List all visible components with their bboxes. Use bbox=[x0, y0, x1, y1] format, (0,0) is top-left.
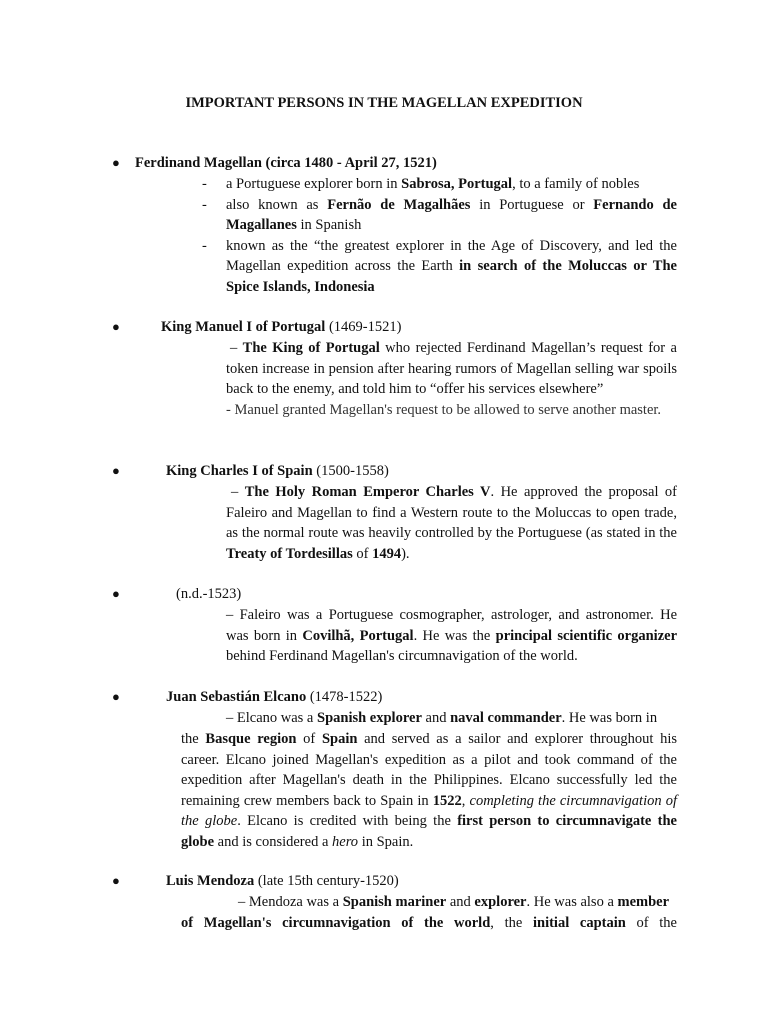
italic-text: hero bbox=[332, 833, 359, 850]
bold-text: Fernando de Magallanes bbox=[226, 196, 677, 234]
dash-marker: - bbox=[202, 176, 207, 192]
bold-text: Spanish mariner bbox=[342, 894, 447, 910]
text: ). bbox=[401, 545, 410, 562]
elcano-first-line bbox=[226, 708, 657, 729]
text: , bbox=[461, 792, 470, 809]
text: . He was born in bbox=[561, 710, 658, 726]
person-dates: (1469-1521) bbox=[325, 319, 402, 335]
faleiro-paragraph bbox=[226, 605, 677, 667]
manuel-paragraph-1 bbox=[226, 338, 677, 400]
text: – Mendoza was a bbox=[238, 894, 343, 910]
bullet-magellan: ● bbox=[112, 155, 120, 170]
text: , the bbox=[490, 915, 533, 931]
person-name-magellan: Ferdinand Magellan (circa 1480 - April 27, 1521) bbox=[135, 155, 437, 171]
magellan-details bbox=[202, 174, 677, 298]
person-heading-mendoza bbox=[166, 871, 399, 892]
bold-text: principal scientific organizer bbox=[495, 627, 678, 644]
charles-details bbox=[226, 482, 677, 564]
bold-text: Basque region bbox=[205, 731, 297, 747]
person-dates: (late 15th century-1520) bbox=[254, 873, 399, 889]
faleiro-details bbox=[226, 605, 677, 667]
text: and bbox=[421, 710, 451, 726]
mendoza-first-line bbox=[238, 892, 669, 913]
bold-text: initial captain bbox=[532, 915, 626, 931]
magellan-item-1 bbox=[202, 174, 677, 195]
dash-marker: - bbox=[202, 196, 207, 213]
text: in Portuguese or bbox=[470, 196, 594, 213]
italic-text: completing the circumnavigation of the globe bbox=[181, 792, 677, 830]
text: of the bbox=[625, 915, 677, 931]
bold-text: explorer bbox=[474, 894, 527, 910]
bold-text: in search of the Moluccas or The Spice Islands, Indonesia bbox=[226, 258, 677, 295]
person-dates: (1500-1558) bbox=[312, 463, 389, 479]
text: . Elcano is credited with being the bbox=[237, 813, 458, 830]
person-name: Luis Mendoza bbox=[166, 873, 255, 889]
bullet-faleiro: ● bbox=[112, 586, 120, 601]
person-name: King Manuel I of Portugal bbox=[161, 319, 326, 335]
text: also known as bbox=[226, 196, 328, 213]
text: known as the “the greatest explorer in the Age of Discovery, and led the Magellan expedition across the Earth bbox=[226, 237, 677, 275]
person-heading-elcano bbox=[166, 687, 382, 708]
person-name: King Charles I of Spain bbox=[166, 463, 313, 479]
bold-text: Covilhã, Portugal bbox=[302, 627, 414, 644]
bold-text: Spain bbox=[321, 731, 358, 747]
document-title: IMPORTANT PERSONS IN THE MAGELLAN EXPEDITION bbox=[185, 95, 583, 111]
bullet-elcano: ● bbox=[112, 689, 120, 704]
elcano-paragraph bbox=[181, 729, 677, 853]
person-name: Juan Sebastián Elcano bbox=[166, 689, 307, 705]
text: and is considered a bbox=[214, 833, 333, 850]
text: in Spanish bbox=[296, 217, 362, 234]
elcano-details bbox=[181, 729, 677, 853]
text: , to a family of nobles bbox=[512, 176, 640, 192]
mendoza-details bbox=[181, 913, 677, 934]
text: of bbox=[296, 731, 322, 747]
magellan-item-2 bbox=[202, 195, 677, 236]
bold-text: Spanish explorer bbox=[317, 710, 422, 726]
text: a Portuguese explorer born in bbox=[226, 176, 402, 192]
bold-text: of Magellan's circumnavigation of the world bbox=[181, 915, 491, 931]
bold-text: The Holy Roman Emperor Charles V bbox=[244, 484, 491, 500]
text: the bbox=[181, 731, 206, 747]
text: in Spain. bbox=[358, 833, 414, 850]
bold-text: Fernão de Magalhães bbox=[327, 196, 471, 213]
person-heading-manuel bbox=[161, 317, 401, 338]
bold-text: Treaty of Tordesillas bbox=[226, 545, 353, 562]
dash-marker: - bbox=[202, 237, 207, 254]
text: and served as a sailor and explorer throughout his career. Elcano joined Magellan's expedition as a pilot and took command of the expedition after Magellan's death in the Philippines. Elcano successfully led the remaining crew members back to Spain in bbox=[181, 731, 677, 809]
manuel-paragraph-2: - Manuel granted Magellan's request to be allowed to serve another master. bbox=[226, 401, 662, 418]
text: – bbox=[231, 484, 245, 500]
person-dates: (1478-1522) bbox=[306, 689, 383, 705]
text: behind Ferdinand Magellan's circumnavigation of the world. bbox=[226, 648, 578, 665]
bullet-manuel: ● bbox=[112, 319, 120, 334]
bullet-charles: ● bbox=[112, 463, 120, 478]
text: – Elcano was a bbox=[226, 710, 317, 726]
bold-text: 1494 bbox=[372, 545, 402, 562]
bullet-mendoza: ● bbox=[112, 873, 120, 888]
person-heading-faleiro bbox=[176, 584, 241, 605]
bold-text: The King of Portugal bbox=[242, 340, 380, 356]
person-heading-charles bbox=[166, 461, 389, 482]
text: – bbox=[230, 340, 243, 356]
text: . He was the bbox=[413, 627, 496, 644]
text: and bbox=[446, 894, 475, 910]
bold-text: naval commander bbox=[450, 710, 562, 726]
charles-paragraph bbox=[226, 482, 677, 564]
text: – Faleiro was a Portuguese cosmographer, astrologer, and astronomer. He was born in bbox=[226, 607, 677, 644]
bold-text: first person to circumnavigate the globe bbox=[181, 813, 677, 850]
text: . He was also a bbox=[526, 894, 618, 910]
bold-text: member bbox=[617, 894, 670, 910]
bold-text: 1522 bbox=[432, 792, 462, 809]
text: of bbox=[352, 545, 373, 562]
magellan-item-3 bbox=[202, 236, 677, 298]
bold-text: Sabrosa, Portugal bbox=[401, 176, 513, 192]
person-dates: (n.d.-1523) bbox=[176, 586, 242, 602]
manuel-details bbox=[226, 338, 677, 420]
text: . He approved the proposal of Faleiro and Magellan to find a Western route to the Moluccas to open trade, as the normal route was heavily controlled by the Portuguese (as stated in the bbox=[226, 484, 678, 542]
text: who rejected Ferdinand Magellan’s request for a token increase in pension after hearing rumors of Magellan selling war spoils back to the enemy, and told him to “offer his services elsewhere” bbox=[226, 340, 677, 398]
